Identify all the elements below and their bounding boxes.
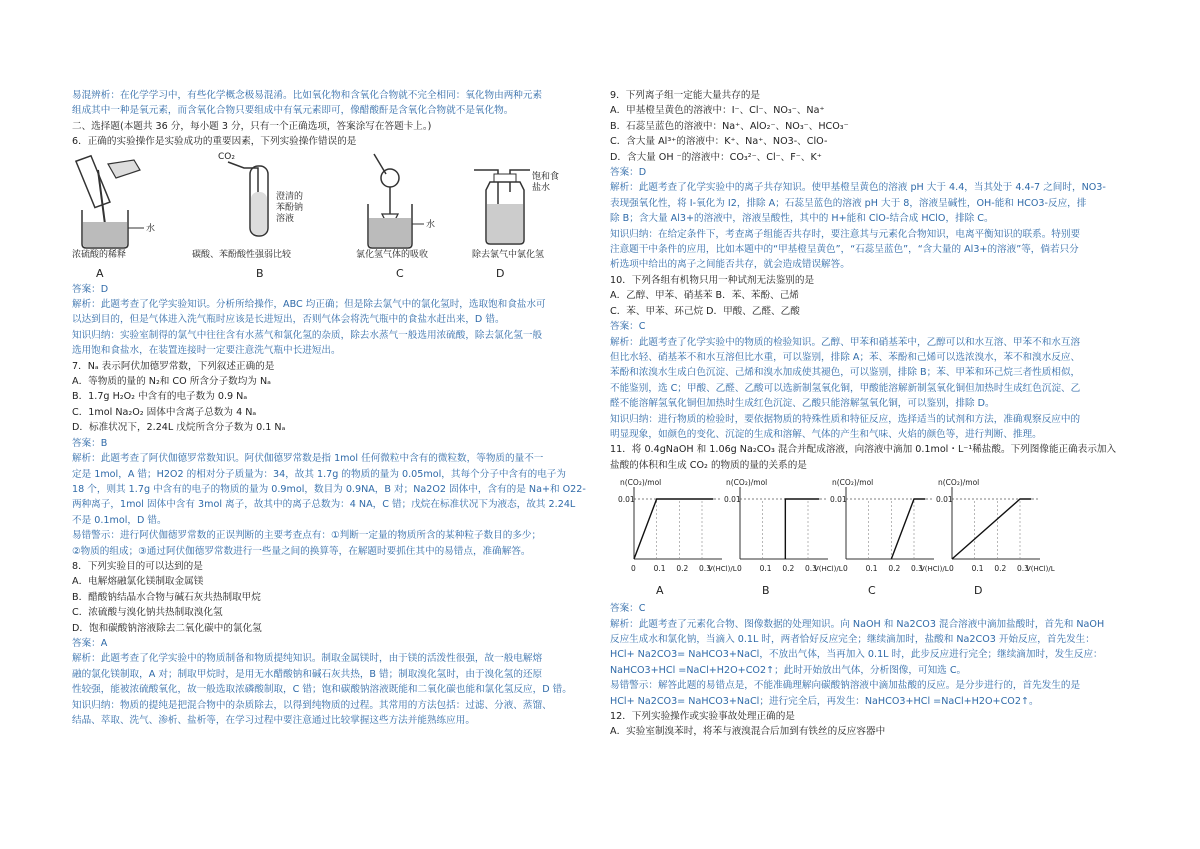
text-line: 10．下列各组有机物只用一种试剂无法鉴别的是 [610, 274, 815, 286]
text-line: 答案：D [72, 283, 109, 295]
caption-b: 碳酸、苯酚酸性强弱比较 [192, 249, 292, 260]
right-text-bottom [610, 601, 1140, 740]
text-line: 知识归纳：进行物质的检验时，要依据物质的特殊性质和特征反应，选择适当的试剂和方法，准确观察反应中的 [610, 413, 1081, 425]
label-co2: CO₂ [218, 151, 235, 162]
x-axis-label: V(HCl)/L [920, 565, 949, 574]
graph-letter: D [974, 584, 983, 598]
x-axis-label: V(HCl)/L [708, 565, 737, 574]
text-line: 结晶、萃取、洗气、渗析、盐析等，在学习过程中要注意通过比较掌握这些方法并能熟练应用。 [72, 715, 475, 726]
data-line [952, 499, 1031, 559]
y-axis-label: n(CO₂)/mol [620, 478, 662, 488]
text-line: 选用饱和食盐水，在装置连接时一定要注意洗气瓶中长进短出。 [72, 345, 341, 357]
text-line: HCl+ Na2CO3= NaHCO3+NaCl，不放出气体，当再加入 0.1L 时，此步反应进行完全；继续滴加时，发生反应： [610, 649, 1103, 661]
text-line: 知识归纳：在给定条件下，考查离子组能否共存时，要注意其与元素化合物知识，电离平衡知识的联系。特别要 [610, 228, 1081, 240]
x-tick-label: 0 [843, 564, 848, 574]
y-tick-label: 0.01 [936, 495, 953, 505]
x-tick-label: 0.2 [676, 564, 689, 574]
y-axis-label: n(CO₂)/mol [832, 478, 874, 488]
x-tick-label: 0.2 [888, 564, 901, 574]
x-tick-label: 0.2 [994, 564, 1007, 574]
y-tick-label: 0.01 [724, 495, 741, 505]
text-line: 盐酸的体积和生成 CO₂ 的物质的量的关系的是 [610, 459, 807, 471]
text-line: 但比水轻、硝基苯不和水互溶但比水重，可以鉴别，排除 A；苯、苯酚和己烯可以选浓溴水，苯不和溴水反应、 [610, 351, 1081, 363]
data-line [785, 499, 819, 559]
letter-b: B [256, 266, 264, 280]
graph-d [934, 477, 1055, 599]
y-tick-label: 0.01 [618, 495, 635, 505]
text-line: 解析：此题考查了化学实验知识。分析所给操作，ABC 均正确；但是除去氯气中的氯化氢时，选取饱和食盐水可 [72, 299, 546, 311]
text-line: 以达到目的，但是气体进入洗气瓶时应该是长进短出，否则气体会将洗气瓶中的食盐水赶出来，D 错。 [72, 314, 505, 326]
label-water-c: 水 [426, 219, 436, 230]
text-line: C．1mol Na₂O₂ 固体中含离子总数为 4 Nₐ [72, 406, 257, 418]
x-tick-label: 0.1 [759, 564, 772, 574]
x-tick-label: 0 [737, 564, 742, 574]
text-line: 苯酚和浓溴水生成白色沉淀、己烯和溴水加成使其褪色，可以鉴别，排除 B；苯、甲苯和环己烷三者性质相似， [610, 367, 1081, 379]
x-tick-label: 0.1 [971, 564, 984, 574]
graph-a [616, 477, 737, 599]
text-line: D．标准状况下，2.24L 戊烷所含分子数为 0.1 Nₐ [72, 422, 286, 434]
text-line: 知识归纳：物质的提纯是把混合物中的杂质除去，以得到纯物质的过程。其常用的方法包括：过滤、分液、蒸馏、 [72, 699, 552, 711]
q6-figure [72, 152, 602, 280]
text-line: 表现强氧化性，将 I-氧化为 I2，排除 A；石蕊呈蓝色的溶液 pH 大于 8，溶液呈碱性，OH-能和 HCO3-反应，排 [610, 197, 1087, 209]
text-line: NaHCO3+HCl =NaCl+H2O+CO2↑；此时开始放出气体，分析图像，可知选 C。 [610, 664, 967, 676]
text-line: 反应生成水和氯化钠，当滴入 0.1L 时，两者恰好反应完全；继续滴加时，盐酸和 Na2CO3 开始反应，首先发生： [610, 633, 1095, 645]
figure-a-dilution [72, 152, 182, 280]
text-line: 二、选择题(本题共 36 分，每小题 3 分，只有一个正确选项，答案涂写在答题卡上。) [72, 120, 432, 132]
text-line: 解析：此题考查了阿伏伽德罗常数知识。阿伏伽德罗常数是指 1mol 任何微粒中含有的微粒数，等物质的量不一 [72, 453, 544, 465]
text-line: 不是 0.1mol，D 错。 [72, 514, 167, 526]
text-line: 答案：C [610, 603, 646, 615]
text-line: 易错警示：进行阿伏伽德罗常数的正误判断的主要考查点有：①判断一定量的物质所含的某种粒子数目的多少； [72, 530, 542, 542]
text-line: 18 个，则其 1.7g 中含有的电子的物质的量为 0.9mol，数目为 0.9NA，B 对；Na2O2 固体中，含有的是 Na+和 O22- [72, 483, 586, 495]
text-line: B．石蕊呈蓝色的溶液中：Na⁺、AlO₂⁻、NO₃⁻、HCO₃⁻ [610, 120, 849, 132]
text-line: C．苯、甲苯、环己烷 D．甲酸、乙醛、乙酸 [610, 305, 800, 317]
text-line: 易混辨析：在化学学习中，有些化学概念极易混淆。比如氧化物和含氧化合物就不完全相同：氧化物由两种元素 [72, 90, 543, 101]
text-line: D．饱和碳酸钠溶液除去二氧化碳中的氯化氢 [72, 622, 262, 634]
x-axis-label: V(HCl)/L [814, 565, 843, 574]
x-tick-label: 0.2 [782, 564, 795, 574]
x-tick-label: 0 [949, 564, 954, 574]
right-column [610, 88, 1140, 740]
text-line: 答案：B [72, 437, 108, 449]
text-line: C．浓硫酸与溴化钠共热制取溴化氢 [72, 607, 223, 619]
graph-letter: B [762, 584, 770, 598]
left-column [72, 88, 602, 728]
text-line: 11．将 0.4gNaOH 和 1.06g Na₂CO₃ 混合并配成溶液，向溶液中滴加 0.1mol・L⁻¹稀盐酸。下列图像能正确表示加入 [610, 444, 1117, 456]
graph-svg [828, 477, 949, 581]
text-line: 解析：此题考查了化学实验中的物质的检验知识。乙醇、甲苯和硝基苯中，乙醇可以和水互溶、甲苯不和水互溶 [610, 336, 1081, 348]
figure-b-acidity [194, 152, 304, 280]
text-line: 6．正确的实验操作是实验成功的重要因素，下列实验操作错误的是 [72, 136, 357, 148]
y-axis-label: n(CO₂)/mol [938, 478, 980, 488]
caption-a: 浓硫酸的稀释 [72, 249, 127, 260]
text-line: 醛不能溶解氢氧化铜但加热时生成红色沉淀、乙酸只能溶解氢氧化铜，可以鉴别，排除 D。 [610, 398, 995, 410]
letter-a: A [96, 266, 104, 280]
figure-d-washbottle [468, 152, 598, 280]
y-axis-label: n(CO₂)/mol [726, 478, 768, 488]
label-phenolate: 澄清的苯酚钠溶液 [276, 191, 304, 224]
graph-svg [934, 477, 1055, 581]
graph-svg [616, 477, 737, 581]
label-saltwater: 饱和食盐水 [532, 171, 560, 193]
graph-svg [722, 477, 843, 581]
right-text-top [610, 88, 1140, 473]
caption-d: 除去氯气中氯化氢 [472, 249, 545, 260]
text-line: 除 B；含大量 Al3+的溶液中，溶液呈酸性，其中的 H+能和 ClO-结合成 HClO，排除 C。 [610, 213, 994, 225]
text-line: 性较强，能被浓硫酸氧化，故一般选取浓磷酸制取，C 错；饱和碳酸钠溶液既能和二氧化碳也能和氯化氢反应，D 错。 [72, 684, 572, 696]
text-line: D．含大量 OH ⁻的溶液中：CO₃²⁻、Cl⁻、F⁻、K⁺ [610, 151, 822, 163]
left-text-bottom [72, 282, 602, 729]
text-line: A．等物质的量的 N₂和 CO 所含分子数均为 Nₐ [72, 376, 271, 388]
q11-graphs [610, 477, 1140, 599]
text-line: HCl+ Na2CO3= NaHCO3+NaCl；进行完全后，再发生：NaHCO3+HCl =NaCl+H2O+CO2↑。 [610, 695, 1039, 707]
x-tick-label: 0 [631, 564, 636, 574]
x-tick-label: 0.3 [1017, 564, 1029, 574]
x-tick-label: 0.1 [865, 564, 878, 574]
x-tick-label: 0.3 [805, 564, 817, 574]
text-line: 易错警示：解答此题的易错点是，不能准确理解向碳酸钠溶液中滴加盐酸的反应。是分步进行的，首先发生的是 [610, 680, 1081, 692]
left-text-top [72, 88, 602, 150]
x-axis-label: V(HCl)/L [1026, 565, 1055, 574]
data-line [634, 499, 713, 559]
x-tick-label: 0.3 [699, 564, 711, 574]
text-line: 析选项中给出的离子之间能否共存，就会造成错误解答。 [610, 259, 850, 271]
x-tick-label: 0.3 [911, 564, 923, 574]
text-line: 明显现象，如颜色的变化、沉淀的生成和溶解、气体的产生和气味、火焰的颜色等，进行判断、推理。 [610, 428, 1042, 440]
figure-c-absorption [356, 152, 466, 280]
text-line: 解析：此题考查了化学实验中的离子共存知识。使甲基橙呈黄色的溶液 pH 大于 4.4，当其处于 4.4-7 之间时，NO3- [610, 182, 1106, 194]
letter-d: D [496, 266, 505, 280]
text-line: 解析：此题考查了元素化合物、图像数据的处理知识。向 NaOH 和 Na2CO3 混合溶液中滴加盐酸时，首先和 NaOH [610, 618, 1105, 630]
text-line: 不能鉴别，选 C；甲酸、乙醛、乙酸可以选新制氢氧化铜，甲酸能溶解新制氢氧化铜但加热时生成红色沉淀、乙 [610, 382, 1081, 394]
text-line: C．含大量 Al³⁺的溶液中：K⁺、Na⁺、NO3-、ClO- [610, 136, 828, 148]
text-line: 12．下列实验操作或实验事故处理正确的是 [610, 711, 795, 722]
text-line: A．甲基橙呈黄色的溶液中：I⁻、Cl⁻、NO₃⁻、Na⁺ [610, 105, 825, 117]
text-line: 知识归纳：实验室制得的氯气中往往含有水蒸气和氯化氢的杂质，除去水蒸气一般选用浓硫酸，除去氯化氢一般 [72, 329, 543, 341]
text-line: 答案：A [72, 637, 108, 649]
text-line: 7．Nₐ 表示阿伏加德罗常数，下列叙述正确的是 [72, 360, 275, 372]
graph-b [722, 477, 843, 599]
letter-c: C [396, 266, 404, 280]
text-line: B．醋酸钠结晶水合物与碱石灰共热制取甲烷 [72, 591, 261, 603]
caption-c: 氯化氢气体的吸收 [356, 249, 429, 260]
y-tick-label: 0.01 [830, 495, 847, 505]
x-tick-label: 0.1 [653, 564, 666, 574]
graph-letter: A [656, 584, 664, 598]
text-line: 解析：此题考查了化学实验中的物质制备和物质提纯知识。制取金属镁时，由于镁的活泼性很强，故一般电解熔 [72, 653, 543, 665]
text-line: 9．下列离子组一定能大量共存的是 [610, 90, 761, 101]
label-water-a: 水 [146, 223, 156, 234]
text-line: 融的氯化镁制取，A 对；制取甲烷时，是用无水醋酸钠和碱石灰共热，B 错；制取溴化氢时，由于溴化氢的还原 [72, 668, 543, 680]
text-line: A．电解熔融氯化镁制取金属镁 [72, 576, 204, 588]
text-line: 8．下列实验目的可以达到的是 [72, 560, 203, 572]
text-line: A．乙醇、甲苯、硝基苯 B．苯、苯酚、己烯 [610, 290, 799, 302]
text-line: 注意题干中条件的应用，比如本题中的“甲基橙呈黄色”，“石蕊呈蓝色”，“含大量的 Al3+的溶液”等，倘若只分 [610, 244, 1079, 256]
graph-c [828, 477, 949, 599]
text-line: A．实验室制溴苯时，将苯与液溴混合后加到有铁丝的反应容器中 [610, 726, 886, 738]
text-line: 组成其中一种是氧元素，而含氧化合物只要组成中有氧元素即可，像醋酸酐是含氧化合物就不是氧化物。 [72, 105, 514, 117]
text-line: B．1.7g H₂O₂ 中含有的电子数为 0.9 Nₐ [72, 391, 248, 403]
data-line [891, 499, 925, 559]
text-line: 答案：C [610, 321, 646, 333]
text-line: 定是 1mol，A 错；H2O2 的相对分子质量为：34，故其 1.7g 的物质的量为 0.05mol，其每个分子中含有的电子为 [72, 468, 566, 480]
text-line: ②物质的组成；③通过阿伏伽德罗常数进行一些量之间的换算等，在解题时要抓住其中的易错点，准确解答。 [72, 545, 531, 557]
text-line: 答案：D [610, 167, 647, 179]
graph-letter: C [868, 584, 876, 598]
text-line: 两种离子，1mol 固体中含有 3mol 离子，故其中的离子总数为：4 NA，C 错；戊烷在标准状况下为液态，故其 2.24L [72, 499, 576, 511]
